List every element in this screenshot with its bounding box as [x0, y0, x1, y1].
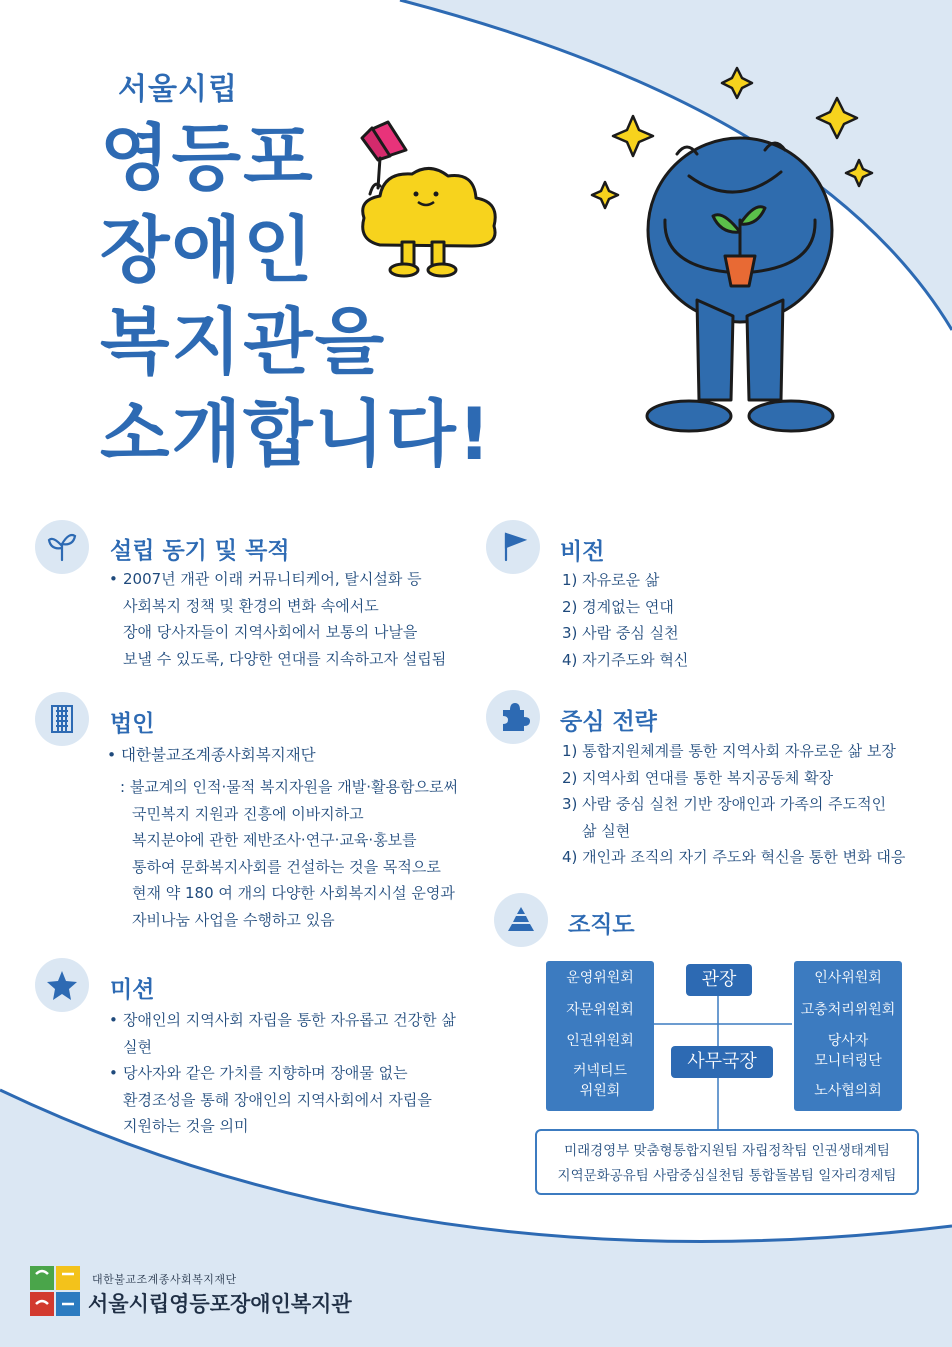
committee-item: 모니터링단: [814, 1053, 882, 1069]
cloud-mascot-illustration: [340, 110, 510, 290]
corporation-line: 통하여 문화복지사회를 건설하는 것을 목적으로: [132, 857, 441, 876]
corporation-line: 현재 약 180 여 개의 다양한 사회복지시설 운영과: [132, 884, 455, 902]
purpose-line: 보낼 수 있도록, 다양한 연대를 지속하고자 설립됨: [123, 649, 447, 668]
center-name: 서울시립영등포장애인복지관: [88, 1292, 352, 1316]
mission-line: 실현: [123, 1037, 152, 1056]
center-logo-icon: [28, 1264, 82, 1318]
strategy-list: [562, 738, 905, 871]
corporation-line: 복지분야에 관한 제반조사·연구·교육·홍보를: [132, 831, 417, 849]
purpose-line: 장애 당사자들이 지역사회에서 보통의 나날을: [123, 623, 418, 641]
committee-item: 고충처리위원회: [800, 1002, 896, 1018]
org-title: 조직도: [568, 912, 635, 938]
corporation-line: 국민복지 지원과 진흥에 이바지하고: [132, 804, 364, 823]
mission-line: • 장애인의 지역사회 자립을 통한 자유롭고 건강한 삶: [123, 1007, 456, 1034]
vision-item: 3) 사람 중심 실천: [562, 624, 679, 642]
director-box: 관장: [686, 964, 752, 996]
teams-box: [535, 1129, 919, 1195]
strategy-item: 삶 실현: [582, 821, 631, 840]
sprout-icon: [35, 520, 89, 574]
committee-item: 운영위원회: [566, 970, 634, 986]
corporation-title: 법인: [110, 711, 155, 737]
committee-item: 인권위원회: [566, 1033, 634, 1049]
mission-body: [123, 1007, 456, 1140]
building-icon: [35, 692, 89, 746]
secretary-general-box: 사무국장: [671, 1046, 773, 1078]
strategy-item: 1) 통합지원체계를 통한 지역사회 자유로운 삶 보장: [562, 742, 896, 760]
title-line: 영등포: [100, 116, 315, 200]
committee-item: 위원회: [579, 1083, 621, 1099]
puzzle-icon: [486, 690, 540, 744]
vision-item: 4) 자기주도와 혁신: [562, 650, 689, 669]
mission-line: • 당사자와 같은 가치를 지향하며 장애물 없는: [123, 1060, 456, 1087]
committee-box-left: [546, 961, 654, 1111]
vision-title: 비전: [560, 539, 605, 565]
committee-item: 인사위원회: [814, 970, 882, 986]
purpose-body: [123, 566, 446, 672]
corporation-line: 자비나눔 사업을 수행하고 있음: [132, 910, 335, 929]
flag-icon: [486, 520, 540, 574]
strategy-item: 3) 사람 중심 실천 기반 장애인과 가족의 주도적인: [562, 795, 887, 813]
vision-item: 2) 경계없는 연대: [562, 597, 674, 616]
subtitle: 서울시립: [118, 72, 238, 107]
vision-item: 1) 자유로운 삶: [562, 571, 660, 589]
title-line: 소개합니다!: [100, 392, 493, 476]
purpose-line: 사회복지 정책 및 환경의 변화 속에서도: [123, 596, 379, 615]
star-icon: [35, 958, 89, 1012]
strategy-item: 4) 개인과 조직의 자기 주도와 혁신을 통한 변화 대응: [562, 848, 906, 866]
committee-item: 당사자: [827, 1033, 869, 1049]
blue-mascot-illustration: [585, 60, 895, 460]
strategy-title: 중심 전략: [560, 709, 657, 735]
corporation-name: [121, 742, 316, 769]
committee-item: 커넥티드: [572, 1063, 628, 1079]
teams-row: 미래경영부 맞춤형통합지원팀 자립정착팀 인권생태계팀: [564, 1143, 890, 1159]
vision-list: [562, 567, 688, 673]
pyramid-icon: [494, 893, 548, 947]
mission-title: 미션: [110, 977, 155, 1003]
mission-line: 환경조성을 통해 장애인의 지역사회에서 자립을: [123, 1090, 432, 1109]
title-line: 복지관을: [100, 300, 387, 384]
corporation-line: : 불교계의 인적·물적 복지자원을 개발·활용함으로써: [120, 778, 458, 796]
purpose-line: • 2007년 개관 이래 커뮤니티케어, 탈시설화 등: [123, 566, 446, 593]
committee-box-right: [794, 961, 902, 1111]
corporation-name-text: • 대한불교조계종사회복지재단: [121, 742, 316, 769]
foundation-name: 대한불교조계종사회복지재단: [92, 1273, 237, 1286]
committee-item: 노사협의회: [814, 1083, 882, 1099]
mission-line: 지원하는 것을 의미: [123, 1117, 249, 1135]
committee-item: 자문위원회: [566, 1002, 634, 1018]
corporation-body: [120, 774, 458, 933]
teams-row: 지역문화공유팀 사람중심실천팀 통합돌봄팀 일자리경제팀: [557, 1168, 897, 1184]
purpose-title: 설립 동기 및 목적: [110, 538, 290, 564]
title-line: 장애인: [100, 208, 315, 292]
strategy-item: 2) 지역사회 연대를 통한 복지공동체 확장: [562, 768, 834, 787]
